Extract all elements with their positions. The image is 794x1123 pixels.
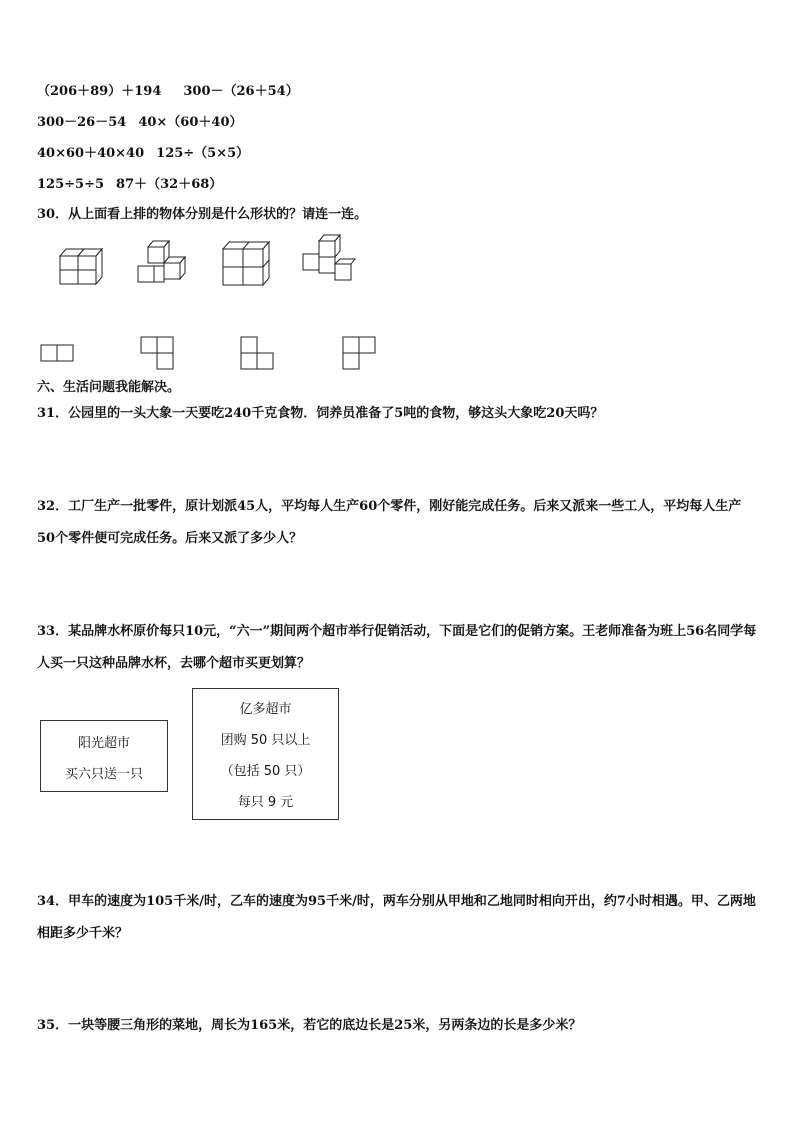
- calc-expression: 125÷（5×5）: [156, 146, 250, 161]
- store-offer: 买六只送一只: [64, 767, 143, 782]
- store-offer: 团购 50 只以上: [220, 733, 311, 748]
- store-price: 每只 9 元: [237, 795, 294, 810]
- calc-expression: 40×60＋40×40: [37, 146, 145, 161]
- store-name: 亿多超市: [239, 702, 292, 717]
- top-view-1: [40, 344, 80, 368]
- calc-row: [37, 115, 243, 131]
- cube-solid-b: [136, 238, 188, 290]
- question-33: 33．某品牌水杯原价每只10元，“六一”期间两个超市举行促销活动，下面是它们的促销方案。王老师准备为班上56名同学每人买一只这种品牌水杯，去哪个超市买更划算？: [37, 624, 757, 671]
- calc-expression: 125÷5÷5: [37, 177, 105, 192]
- question-31: 31．公园里的一头大象一天要吃240千克食物．饲养员准备了5吨的食物，够这头大象吃20天吗？: [37, 406, 604, 421]
- question-32: 32．工厂生产一批零件，原计划派45人，平均每人生产60个零件，刚好能完成任务。后来又派来一些工人，平均每人生产50个零件便可完成任务。后来又派了多少人？: [37, 499, 742, 546]
- cube-solid-d: [300, 233, 356, 289]
- top-view-4: [342, 336, 382, 376]
- calc-expression: 87＋（32＋68）: [116, 177, 223, 192]
- top-view-3: [240, 336, 280, 376]
- calc-expression: 40×（60＋40）: [138, 115, 243, 130]
- calc-expression: 300－26－54: [37, 115, 127, 130]
- question-34: 34．甲车的速度为105千米/时，乙车的速度为95千米/时，两车分别从甲地和乙地同时相向开出，约7小时相遇。甲、乙两地相距多少千米？: [37, 894, 756, 941]
- cube-solid-a: [56, 238, 106, 288]
- question-30: 30．从上面看上排的物体分别是什么形状的？请连一连。: [37, 207, 368, 222]
- calc-row: [37, 146, 249, 162]
- store-box-yiduo: [192, 688, 339, 820]
- calc-expression: 300－（26＋54）: [183, 84, 299, 99]
- section-heading: 六、生活问题我能解决。: [37, 380, 181, 395]
- calc-row: [37, 177, 222, 193]
- cube-solid-c: [220, 238, 272, 290]
- top-view-2: [140, 336, 180, 376]
- question-35: 35．一块等腰三角形的菜地，周长为165米，若它的底边长是25米，另两条边的长是多少米？: [37, 1018, 582, 1033]
- store-box-yangguang: [40, 720, 168, 792]
- store-name: 阳光超市: [77, 736, 130, 751]
- calc-row: [37, 84, 299, 100]
- store-offer-note: （包括 50 只）: [220, 764, 311, 779]
- calc-expression: （206＋89）＋194: [37, 84, 162, 99]
